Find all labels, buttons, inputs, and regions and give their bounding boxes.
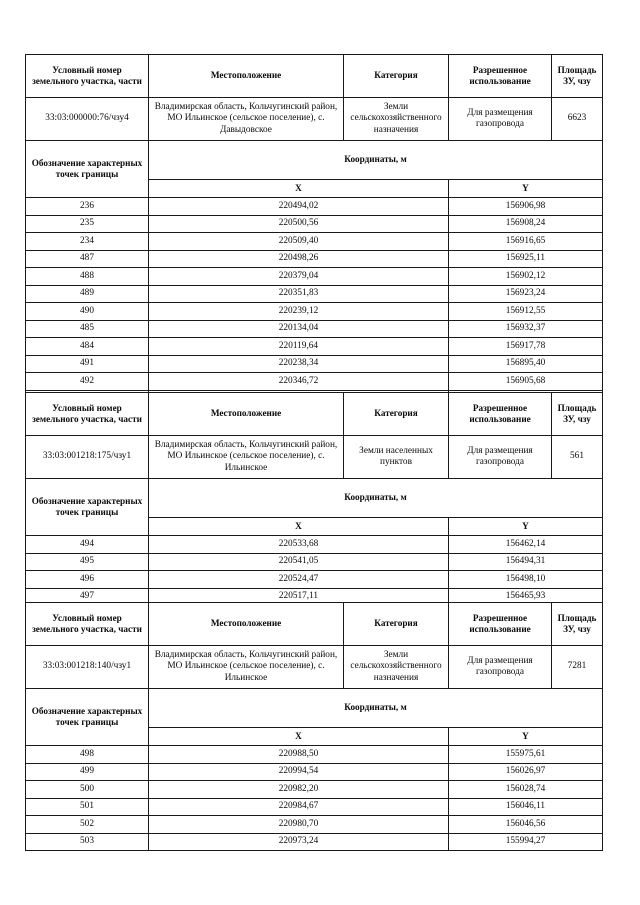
point-y: 156026,97 bbox=[449, 763, 603, 781]
point-y: 156916,65 bbox=[449, 233, 603, 251]
point-y: 156046,56 bbox=[449, 816, 603, 834]
point-x: 220541,05 bbox=[149, 553, 449, 571]
point-x: 220517,11 bbox=[149, 588, 449, 606]
table-row bbox=[26, 198, 603, 216]
parcel-category: Земли сельскохозяйственного назначения bbox=[344, 98, 449, 141]
parcel-location: Владимирская область, Кольчугинский район, МО Ильинское (сельское поселение), с. Давыдовское bbox=[149, 98, 344, 141]
point-name: 501 bbox=[26, 798, 149, 816]
point-name: 499 bbox=[26, 763, 149, 781]
point-x: 220351,83 bbox=[149, 285, 449, 303]
point-x: 220988,50 bbox=[149, 746, 449, 764]
point-y: 156906,98 bbox=[449, 198, 603, 216]
parcel-area: 7281 bbox=[552, 646, 603, 689]
land-parcel-table bbox=[25, 54, 603, 408]
table-row bbox=[26, 215, 603, 233]
parcel-permitted-use: Для размещения газопровода bbox=[449, 646, 552, 689]
header-x: X bbox=[149, 180, 449, 198]
header-location: Местоположение bbox=[149, 603, 344, 646]
point-x: 220119,64 bbox=[149, 338, 449, 356]
point-x: 220134,04 bbox=[149, 320, 449, 338]
table-row bbox=[26, 746, 603, 764]
table-row bbox=[26, 355, 603, 373]
table-header-row bbox=[26, 55, 603, 98]
table-row bbox=[26, 320, 603, 338]
header-coordinates: Координаты, м bbox=[149, 479, 603, 518]
parcel-area: 6623 bbox=[552, 98, 603, 141]
point-y: 155994,27 bbox=[449, 833, 603, 851]
table-header-row bbox=[26, 603, 603, 646]
point-name: 498 bbox=[26, 746, 149, 764]
table-row bbox=[26, 233, 603, 251]
table-row bbox=[26, 285, 603, 303]
table-row bbox=[26, 816, 603, 834]
header-cadastral-number: Условный номер земельного участка, части bbox=[26, 603, 149, 646]
header-point-designation: Обозначение характерных точек границы bbox=[26, 479, 149, 536]
point-x: 220346,72 bbox=[149, 373, 449, 391]
header-coordinates: Координаты, м bbox=[149, 141, 603, 180]
point-name: 497 bbox=[26, 588, 149, 606]
header-cadastral-number: Условный номер земельного участка, части bbox=[26, 393, 149, 436]
point-name: 500 bbox=[26, 781, 149, 799]
parcel-cadastral-number: 33:03:001218:175/чзу1 bbox=[26, 436, 149, 479]
parcel-category: Земли населенных пунктов bbox=[344, 436, 449, 479]
point-y: 155975,61 bbox=[449, 746, 603, 764]
header-permitted-use: Разрешенное использование bbox=[449, 603, 552, 646]
point-x: 220498,26 bbox=[149, 250, 449, 268]
point-x: 220379,04 bbox=[149, 268, 449, 286]
header-area: Площадь ЗУ, чзу bbox=[552, 393, 603, 436]
point-name: 495 bbox=[26, 553, 149, 571]
header-category: Категория bbox=[344, 55, 449, 98]
point-x: 220994,54 bbox=[149, 763, 449, 781]
point-name: 490 bbox=[26, 303, 149, 321]
point-name: 488 bbox=[26, 268, 149, 286]
header-area: Площадь ЗУ, чзу bbox=[552, 55, 603, 98]
header-category: Категория bbox=[344, 393, 449, 436]
point-y: 156923,24 bbox=[449, 285, 603, 303]
table-row bbox=[26, 833, 603, 851]
header-location: Местоположение bbox=[149, 55, 344, 98]
header-permitted-use: Разрешенное использование bbox=[449, 393, 552, 436]
point-x: 220494,02 bbox=[149, 198, 449, 216]
parcel-info-row bbox=[26, 98, 603, 141]
point-x: 220238,34 bbox=[149, 355, 449, 373]
header-coordinates: Координаты, м bbox=[149, 689, 603, 728]
header-y: Y bbox=[449, 728, 603, 746]
table-row bbox=[26, 338, 603, 356]
point-y: 156905,68 bbox=[449, 373, 603, 391]
point-name: 503 bbox=[26, 833, 149, 851]
point-x: 220239,12 bbox=[149, 303, 449, 321]
point-x: 220509,40 bbox=[149, 233, 449, 251]
header-x: X bbox=[149, 728, 449, 746]
point-x: 220973,24 bbox=[149, 833, 449, 851]
point-y: 156902,12 bbox=[449, 268, 603, 286]
header-location: Местоположение bbox=[149, 393, 344, 436]
table-row bbox=[26, 373, 603, 391]
land-parcel-table bbox=[25, 392, 603, 606]
table-row bbox=[26, 553, 603, 571]
table-row bbox=[26, 781, 603, 799]
header-y: Y bbox=[449, 518, 603, 536]
table-row bbox=[26, 536, 603, 554]
table-row bbox=[26, 571, 603, 589]
point-x: 220500,56 bbox=[149, 215, 449, 233]
parcel-info-row bbox=[26, 436, 603, 479]
point-name: 484 bbox=[26, 338, 149, 356]
table-row bbox=[26, 250, 603, 268]
header-area: Площадь ЗУ, чзу bbox=[552, 603, 603, 646]
parcel-area: 561 bbox=[552, 436, 603, 479]
point-name: 502 bbox=[26, 816, 149, 834]
header-category: Категория bbox=[344, 603, 449, 646]
parcel-cadastral-number: 33:03:001218:140/чзу1 bbox=[26, 646, 149, 689]
parcel-cadastral-number: 33:03:000000:76/чзу4 bbox=[26, 98, 149, 141]
point-y: 156465,93 bbox=[449, 588, 603, 606]
header-y: Y bbox=[449, 180, 603, 198]
point-y: 156917,78 bbox=[449, 338, 603, 356]
table-row bbox=[26, 303, 603, 321]
point-y: 156895,40 bbox=[449, 355, 603, 373]
point-y: 156028,74 bbox=[449, 781, 603, 799]
point-name: 235 bbox=[26, 215, 149, 233]
point-name: 485 bbox=[26, 320, 149, 338]
header-point-designation: Обозначение характерных точек границы bbox=[26, 141, 149, 198]
header-permitted-use: Разрешенное использование bbox=[449, 55, 552, 98]
point-name: 491 bbox=[26, 355, 149, 373]
point-y: 156912,55 bbox=[449, 303, 603, 321]
table-row bbox=[26, 763, 603, 781]
header-x: X bbox=[149, 518, 449, 536]
point-y: 156498,10 bbox=[449, 571, 603, 589]
parcel-info-row bbox=[26, 646, 603, 689]
coordinates-title-row bbox=[26, 689, 603, 728]
point-name: 236 bbox=[26, 198, 149, 216]
point-name: 234 bbox=[26, 233, 149, 251]
point-name: 494 bbox=[26, 536, 149, 554]
point-y: 156046,11 bbox=[449, 798, 603, 816]
point-x: 220533,68 bbox=[149, 536, 449, 554]
point-y: 156908,24 bbox=[449, 215, 603, 233]
parcel-location: Владимирская область, Кольчугинский район, МО Ильинское (сельское поселение), с. Ильинское bbox=[149, 646, 344, 689]
point-x: 220984,67 bbox=[149, 798, 449, 816]
parcel-permitted-use: Для размещения газопровода bbox=[449, 98, 552, 141]
parcel-location: Владимирская область, Кольчугинский район, МО Ильинское (сельское поселение), с. Ильинское bbox=[149, 436, 344, 479]
header-point-designation: Обозначение характерных точек границы bbox=[26, 689, 149, 746]
point-y: 156925,11 bbox=[449, 250, 603, 268]
point-name: 492 bbox=[26, 373, 149, 391]
table-row bbox=[26, 798, 603, 816]
table-row bbox=[26, 268, 603, 286]
land-parcel-table bbox=[25, 602, 603, 851]
point-y: 156932,37 bbox=[449, 320, 603, 338]
header-cadastral-number: Условный номер земельного участка, части bbox=[26, 55, 149, 98]
point-x: 220980,70 bbox=[149, 816, 449, 834]
point-x: 220982,20 bbox=[149, 781, 449, 799]
point-x: 220524,47 bbox=[149, 571, 449, 589]
parcel-category: Земли сельскохозяйственного назначения bbox=[344, 646, 449, 689]
point-name: 489 bbox=[26, 285, 149, 303]
table-header-row bbox=[26, 393, 603, 436]
parcel-permitted-use: Для размещения газопровода bbox=[449, 436, 552, 479]
coordinates-title-row bbox=[26, 141, 603, 180]
point-y: 156494,31 bbox=[449, 553, 603, 571]
point-name: 496 bbox=[26, 571, 149, 589]
point-name: 487 bbox=[26, 250, 149, 268]
coordinates-title-row bbox=[26, 479, 603, 518]
point-y: 156462,14 bbox=[449, 536, 603, 554]
